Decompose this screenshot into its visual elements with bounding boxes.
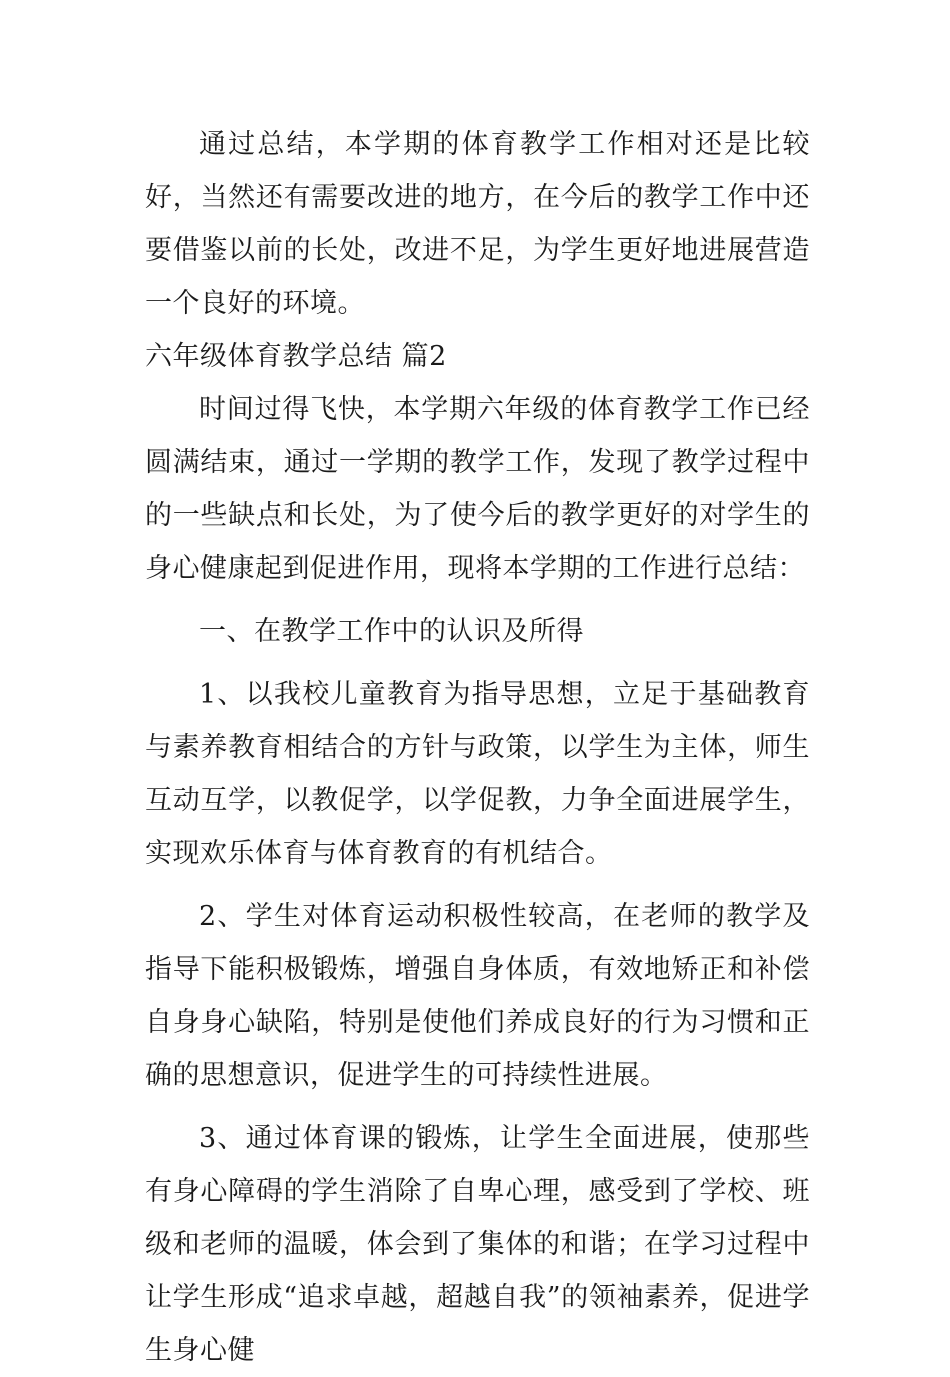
document-body [145,118,810,1377]
paragraph-item-3: 3、通过体育课的锻炼，让学生全面进展，使那些有身心障碍的学生消除了自卑心理，感受到了学校、班级和老师的温暖，体会到了集体的和谐；在学习过程中让学生形成“追求卓越，超越自我”的领袖素养，促进学生身心健 [145,1123,810,1366]
paragraph-intro: 时间过得飞快，本学期六年级的体育教学工作已经圆满结束，通过一学期的教学工作，发现了教学过程中的一些缺点和长处，为了使今后的教学更好的对学生的身心健康起到促进作用，现将本学期的工作进行总结： [145,394,810,584]
paragraph-conclusion: 通过总结，本学期的体育教学工作相对还是比较好，当然还有需要改进的地方，在今后的教学工作中还要借鉴以前的长处，改进不足，为学生更好地进展营造一个良好的环境。 [145,129,810,319]
paragraph-item-1: 1、以我校儿童教育为指导思想，立足于基础教育与素养教育相结合的方针与政策，以学生为主体，师生互动互学，以教促学，以学促教，力争全面进展学生，实现欢乐体育与体育教育的有机结合。 [145,679,810,869]
section-heading: 六年级体育教学总结 篇2 [145,341,447,372]
paragraph-item-2: 2、学生对体育运动积极性较高，在老师的教学及指导下能积极锻炼，增强自身体质，有效地矫正和补偿自身身心缺陷，特别是使他们养成良好的行为习惯和正确的思想意识，促进学生的可持续性进展。 [145,901,810,1091]
paragraph-subheading: 一、在教学工作中的认识及所得 [199,616,584,647]
